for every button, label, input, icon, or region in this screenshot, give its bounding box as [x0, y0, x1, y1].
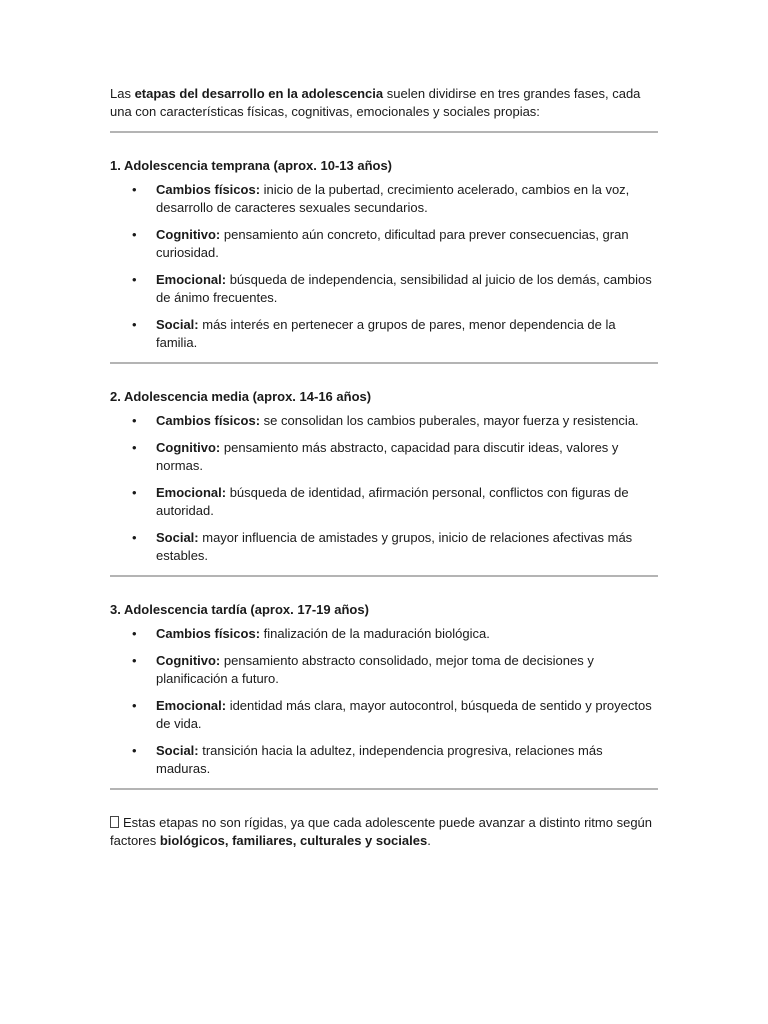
item-text: pensamiento abstracto consolidado, mejor toma de decisiones y planificación a futuro.: [156, 653, 594, 686]
item-label: Emocional:: [156, 698, 227, 713]
item-label: Cognitivo:: [156, 653, 221, 668]
closing-paragraph: [110, 814, 658, 850]
section-title: 2. Adolescencia media (aprox. 14-16 años): [110, 389, 372, 404]
divider: [110, 788, 658, 790]
list-item: [110, 439, 658, 475]
section-title: 3. Adolescencia tardía (aprox. 17-19 años): [110, 602, 369, 617]
divider: [110, 131, 658, 133]
list-item: [110, 529, 658, 565]
list-item: [110, 697, 658, 733]
intro-paragraph: [110, 85, 658, 121]
list-item: [110, 181, 658, 217]
item-text: búsqueda de identidad, afirmación personal, conflictos con figuras de autoridad.: [156, 485, 629, 518]
section-media: [110, 388, 658, 577]
divider: [110, 575, 658, 577]
list-item: [110, 625, 658, 643]
intro-bold: etapas del desarrollo en la adolescencia: [134, 86, 384, 101]
item-label: Emocional:: [156, 272, 227, 287]
bullet-icon: •: [132, 413, 137, 428]
item-text: se consolidan los cambios puberales, mayor fuerza y resistencia.: [260, 413, 639, 428]
item-text: pensamiento aún concreto, dificultad para prever consecuencias, gran curiosidad.: [156, 227, 629, 260]
section-title: 1. Adolescencia temprana (aprox. 10-13 años): [110, 158, 393, 173]
item-text: búsqueda de independencia, sensibilidad al juicio de los demás, cambios de ánimo frecuentes.: [156, 272, 652, 305]
list-item: [110, 316, 658, 352]
item-text: transición hacia la adultez, independencia progresiva, relaciones más maduras.: [156, 743, 603, 776]
bullet-icon: •: [132, 317, 137, 332]
item-list: [110, 625, 658, 778]
divider: [110, 362, 658, 364]
list-item: [110, 226, 658, 262]
bullet-icon: •: [132, 698, 137, 713]
bullet-icon: •: [132, 227, 137, 242]
section-temprana: [110, 157, 658, 364]
list-item: [110, 742, 658, 778]
intro-suffix: suelen dividirse en tres grandes fases, cada una con características físicas, cognitivas, emocionales y sociales propias:: [110, 86, 641, 119]
bullet-icon: •: [132, 440, 137, 455]
item-label: Cambios físicos:: [156, 626, 261, 641]
closing-prefix: Estas etapas no son rígidas, ya que cada adolescente puede avanzar a distinto ritmo según factores: [110, 815, 653, 848]
item-label: Cognitivo:: [156, 227, 221, 242]
item-label: Emocional:: [156, 485, 227, 500]
bullet-icon: •: [132, 653, 137, 668]
bullet-icon: •: [132, 272, 137, 287]
item-text: más interés en pertenecer a grupos de pares, menor dependencia de la familia.: [156, 317, 616, 350]
list-item: [110, 484, 658, 520]
list-item: [110, 271, 658, 307]
bullet-icon: •: [132, 485, 137, 500]
item-label: Social:: [156, 317, 199, 332]
item-label: Social:: [156, 743, 199, 758]
list-item: [110, 412, 658, 430]
section-tardia: [110, 601, 658, 790]
closing-suffix: .: [427, 833, 431, 848]
item-text: inicio de la pubertad, crecimiento acelerado, cambios en la voz, desarrollo de caracteres sexuales secundarios.: [156, 182, 630, 215]
item-label: Cognitivo:: [156, 440, 221, 455]
item-list: [110, 412, 658, 565]
item-list: [110, 181, 658, 352]
bullet-icon: •: [132, 182, 137, 197]
bullet-icon: •: [132, 626, 137, 641]
list-item: [110, 652, 658, 688]
item-text: identidad más clara, mayor autocontrol, búsqueda de sentido y proyectos de vida.: [156, 698, 652, 731]
item-text: mayor influencia de amistades y grupos, inicio de relaciones afectivas más estables.: [156, 530, 633, 563]
missing-glyph-icon: [110, 816, 119, 828]
bullet-icon: •: [132, 530, 137, 545]
closing-bold: biológicos, familiares, culturales y sociales: [159, 833, 428, 848]
item-label: Social:: [156, 530, 199, 545]
document-page: [110, 85, 658, 850]
bullet-icon: •: [132, 743, 137, 758]
item-text: finalización de la maduración biológica.: [260, 626, 490, 641]
intro-prefix: Las: [110, 86, 135, 101]
item-label: Cambios físicos:: [156, 182, 261, 197]
item-label: Cambios físicos:: [156, 413, 261, 428]
item-text: pensamiento más abstracto, capacidad para discutir ideas, valores y normas.: [156, 440, 619, 473]
